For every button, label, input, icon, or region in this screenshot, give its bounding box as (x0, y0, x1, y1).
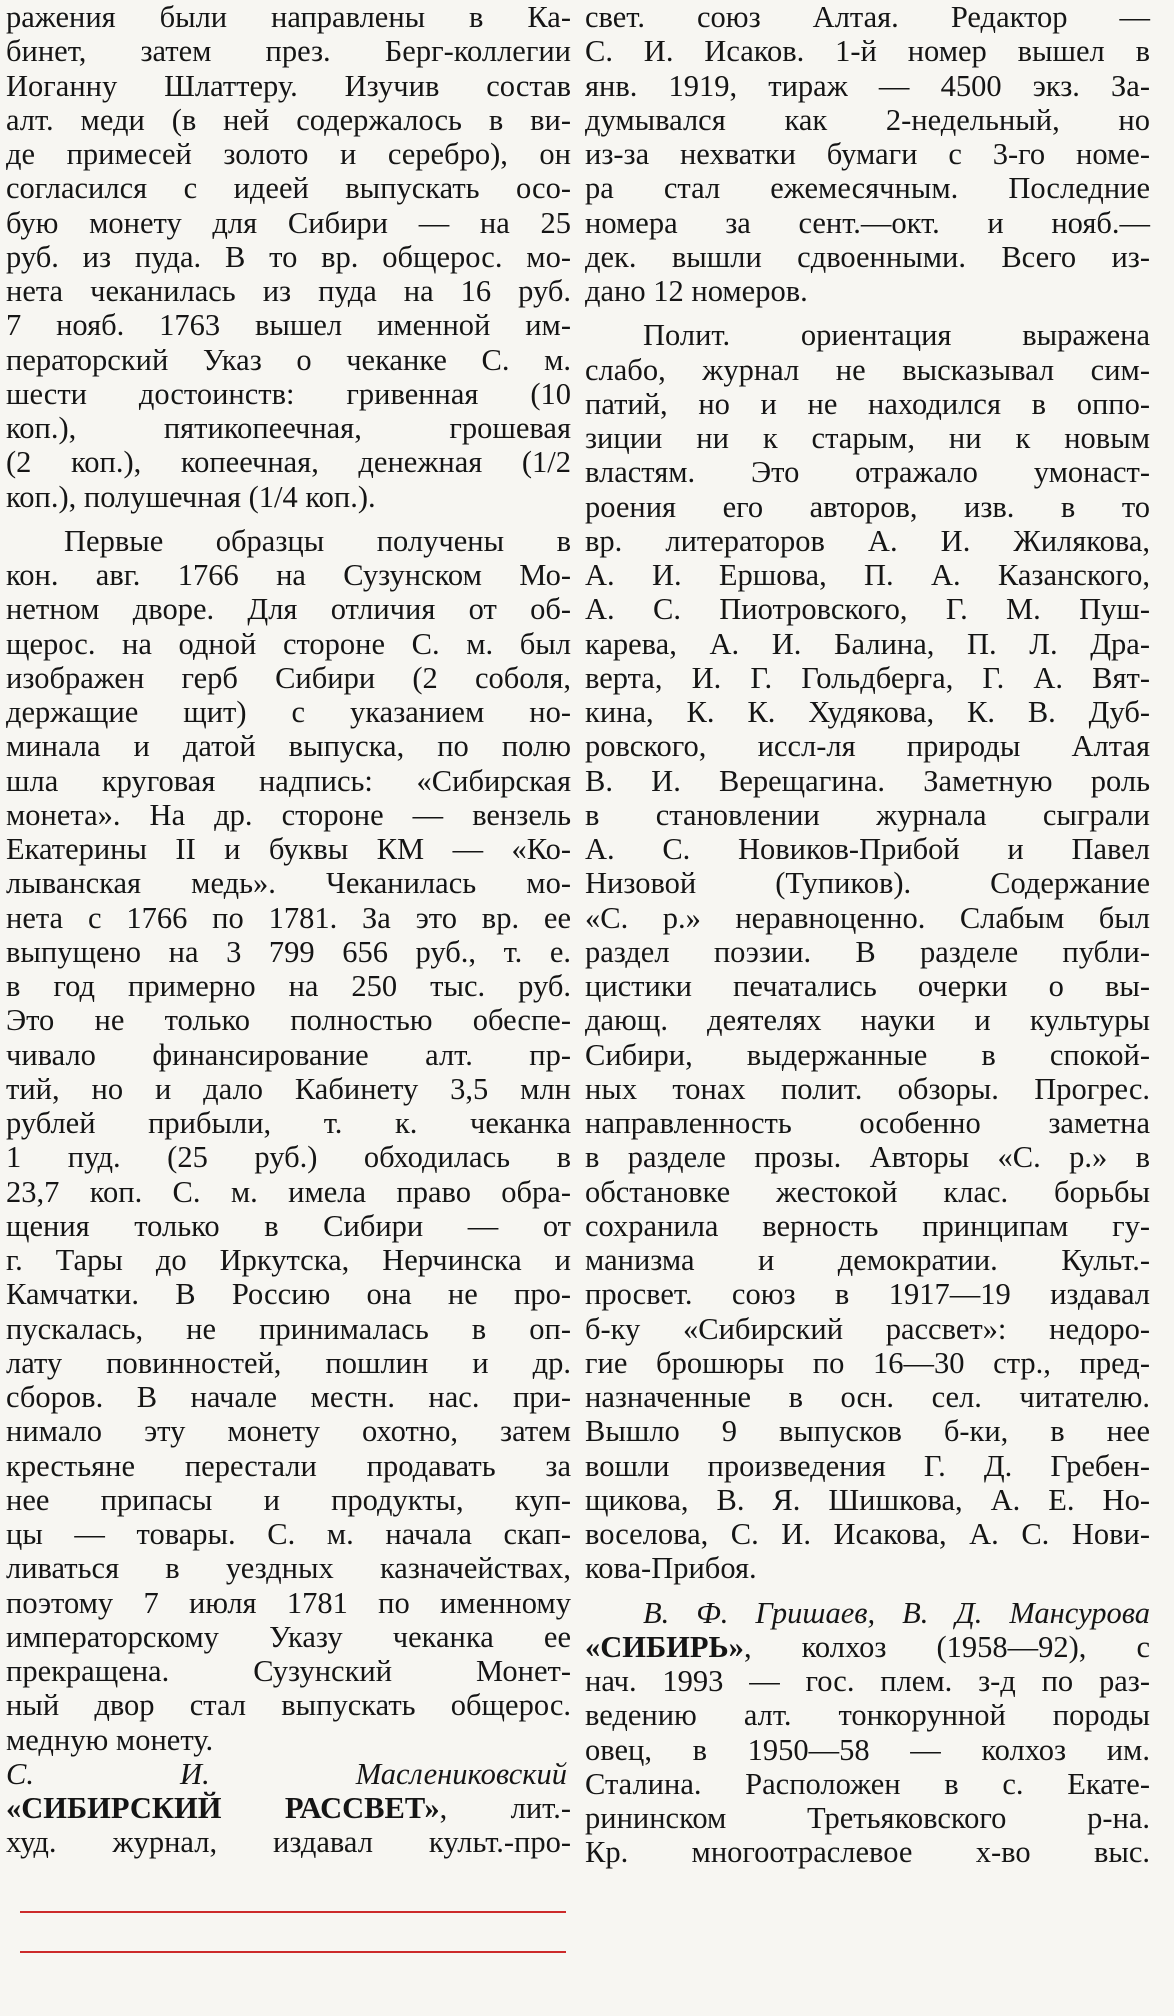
text-line: б-ку «Сибирский рассвет»: недоро- (585, 1311, 1150, 1346)
text-line: ливаться в уездных казначействах, (6, 1551, 571, 1586)
text-line: поэтому 7 июля 1781 по именному (6, 1585, 571, 1620)
right-column (585, 0, 1150, 1870)
text-line: ператорский Указ о чеканке С. м. (6, 342, 571, 377)
text-line: слабо, журнал не высказывал сим- (585, 352, 1150, 387)
text-line: гие брошюры по 16—30 стр., пред- (585, 1345, 1150, 1380)
text-line: направленность особенно заметна (585, 1106, 1150, 1140)
text-line: свет. союз Алтая. Редактор — (585, 0, 1150, 34)
text-line: воселова, С. И. Исакова, А. С. Нови- (585, 1517, 1150, 1551)
text-line: просвет. союз в 1917—19 издавал (585, 1277, 1150, 1312)
text-line: руб. из пуда. В то вр. общерос. мо- (6, 239, 571, 274)
paragraph-journal-info (585, 0, 1150, 308)
text-line: лату повинностей, пошлин и др. (6, 1345, 571, 1380)
text-line: 7 нояб. 1763 вышел именной им- (6, 308, 571, 343)
text-line: бую монету для Сибири — на 25 (6, 205, 571, 240)
text-line: 23,7 коп. С. м. имела право обра- (6, 1174, 571, 1209)
text-line: нач. 1993 — гос. плем. з-д по раз- (585, 1664, 1150, 1698)
text-line: дающ. деятелях науки и культуры (585, 1003, 1150, 1038)
text-line: пускалась, не принималась в оп- (6, 1311, 571, 1346)
entry-body-left (6, 1825, 571, 1859)
text-line: шести достоинств: гривенная (10 (6, 376, 571, 411)
text-line: ных тонах полит. обзоры. Прогрес. (585, 1071, 1150, 1106)
text-line: Сибири, выдержанные в спокой- (585, 1037, 1150, 1072)
entry-first-line (6, 1791, 571, 1825)
text-line: изображен герб Сибири (2 соболя, (6, 660, 571, 695)
text-line: думывался как 2-недельный, но (585, 102, 1150, 137)
text-line: дек. вышли сдвоенными. Всего из- (585, 239, 1150, 274)
left-column (6, 0, 571, 1860)
text-line: прекращена. Сузунский Монет- (6, 1654, 571, 1688)
text-line: тий, но и дало Кабинету 3,5 млн (6, 1071, 571, 1106)
text-line: янв. 1919, тираж — 4500 экз. За- (585, 68, 1150, 103)
authors-signature-line: В. Ф. Гришаев, В. Д. Мансурова (643, 1595, 1150, 1630)
text-line: рублей прибыли, т. к. чеканка (6, 1106, 571, 1140)
text-line: А. С. Новиков-Прибой и Павел (585, 832, 1150, 866)
text-line: щения только в Сибири — от (6, 1208, 571, 1243)
entry-heading-sibirsky-rassvet: «СИБИРСКИЙ РАССВЕТ» (6, 1791, 440, 1825)
entry-first-line-sibir (585, 1630, 1150, 1664)
text-line: дано 12 номеров. (585, 274, 808, 308)
text-line: кина, К. К. Худякова, К. В. Дуб- (585, 695, 1150, 729)
text-line: де примесей золото и серебро), он (6, 137, 571, 171)
text-line: рининском Третьяковского р-на. (585, 1801, 1150, 1835)
text-line: нетном дворе. Для отличия от об- (6, 592, 571, 627)
text-line: цы — товары. С. м. начала скап- (6, 1517, 571, 1551)
text-line: Камчатки. В Россию она не про- (6, 1277, 571, 1312)
text-line: бинет, затем през. Берг-коллегии (6, 34, 571, 69)
text-line: выпущено на 3 799 656 руб., т. е. (6, 934, 571, 969)
text-line: Это не только полностью обеспе- (6, 1003, 571, 1038)
text-line: императорскому Указу чеканка ее (6, 1619, 571, 1654)
text-line: г. Тары до Иркутска, Нерчинска и (6, 1243, 571, 1277)
text-line: карева, А. И. Балина, П. Л. Дра- (585, 626, 1150, 661)
text-line: обстановке жестокой клас. борьбы (585, 1174, 1150, 1209)
text-line: верта, И. Г. Гольдберга, Г. А. Вят- (585, 660, 1150, 695)
text-line: монета». На др. стороне — вензель (6, 797, 571, 832)
entry-first-line-rest: , лит.- (439, 1791, 571, 1825)
text-line: нета с 1766 по 1781. За это вр. ее (6, 900, 571, 935)
text-line: держащие щит) с указанием но- (6, 695, 571, 729)
text-line: из-за нехватки бумаги с 3-го номе- (585, 137, 1150, 171)
text-line: в год примерно на 250 тыс. руб. (6, 969, 571, 1003)
text-line: худ. журнал, издавал культ.-про- (6, 1825, 571, 1860)
text-line: Кр. многоотраслевое х-во выс. (585, 1835, 1150, 1870)
text-line: в становлении журнала сыграли (585, 797, 1150, 832)
text-line: коп.), пятикопеечная, грошевая (6, 411, 571, 445)
text-line: коп.), полушечная (1/4 коп.). (6, 479, 376, 514)
red-underline-bottom (20, 1951, 566, 1953)
text-line: в разделе прозы. Авторы «С. р.» в (585, 1140, 1150, 1175)
text-line: алт. меди (в ней содержалось в ви- (6, 102, 571, 137)
paragraph-first-samples (6, 524, 571, 1757)
text-line: Полит. ориентация выражена (643, 318, 1150, 353)
text-line: ровского, иссл-ля природы Алтая (585, 729, 1150, 764)
paragraph-coin-decree (6, 0, 571, 514)
text-line: Сталина. Расположен в с. Екате- (585, 1766, 1150, 1801)
text-line: А. И. Ершова, П. А. Казанского, (585, 558, 1150, 592)
text-line: Низовой (Тупиков). Содержание (585, 866, 1150, 901)
text-line: патий, но и не находился в оппо- (585, 386, 1150, 421)
text-line: 1 пуд. (25 руб.) обходилась в (6, 1140, 571, 1175)
text-line: вр. литераторов А. И. Жилякова, (585, 523, 1150, 558)
entry-heading-sibir: «СИБИРЬ» (585, 1629, 744, 1664)
text-line: «С. р.» неравноценно. Слабым был (585, 900, 1150, 935)
text-line: роения его авторов, изв. в то (585, 489, 1150, 524)
text-line: С. И. Исаков. 1-й номер вышел в (585, 34, 1150, 69)
paragraph-political-orientation (585, 318, 1150, 1585)
text-line: согласился с идеей выпускать осо- (6, 171, 571, 206)
text-line: овец, в 1950—58 — колхоз им. (585, 1732, 1150, 1767)
text-line: Первые образцы получены в (64, 523, 571, 558)
text-line: ражения были направлены в Ка- (6, 0, 571, 34)
entry-body-sibir (585, 1664, 1150, 1870)
text-line: раздел поэзии. В разделе публи- (585, 934, 1150, 969)
text-line: шла круговая надпись: «Сибирская (6, 763, 571, 798)
text-line: номера за сент.—окт. и нояб.— (585, 205, 1150, 240)
text-line: сборов. В начале местн. нас. при- (6, 1380, 571, 1414)
red-underline-top (20, 1911, 566, 1913)
text-line: Екатерины II и буквы КМ — «Ко- (6, 832, 571, 866)
text-line: ный двор стал выпускать общерос. (6, 1688, 571, 1723)
text-line: манизма и демократии. Культ.- (585, 1243, 1150, 1277)
text-line: властям. Это отражало умонаст- (585, 455, 1150, 490)
text-line: кон. авг. 1766 на Сузунском Мо- (6, 558, 571, 592)
text-line: щикова, В. Я. Шишкова, А. Е. Но- (585, 1482, 1150, 1517)
text-line: минала и датой выпуска, по полю (6, 729, 571, 764)
text-line: нее припасы и продукты, куп- (6, 1482, 571, 1517)
text-line: сохранила верность принципам гу- (585, 1208, 1150, 1243)
text-line: медную монету. (6, 1722, 214, 1757)
text-line: Вышло 9 выпусков б-ки, в нее (585, 1414, 1150, 1449)
text-line: Иоганну Шлаттеру. Изучив состав (6, 68, 571, 103)
text-line: кова-Прибоя. (585, 1551, 757, 1586)
text-line: вошли произведения Г. Д. Гребен- (585, 1448, 1150, 1483)
text-line: нимало эту монету охотно, затем (6, 1414, 571, 1449)
text-line: В. И. Верещагина. Заметную роль (585, 763, 1150, 798)
text-line: щерос. на одной стороне С. м. был (6, 626, 571, 661)
text-line: крестьяне перестали продавать за (6, 1448, 571, 1483)
text-line: зиции ни к старым, ни к новым (585, 421, 1150, 455)
text-line: нета чеканилась из пуда на 16 руб. (6, 274, 571, 308)
text-line: чивало финансирование алт. пр- (6, 1037, 571, 1072)
text-line: А. С. Пиотровского, Г. М. Пуш- (585, 592, 1150, 627)
text-line: (2 коп.), копеечная, денежная (1/2 (6, 445, 571, 480)
text-line: ведению алт. тонкорунной породы (585, 1698, 1150, 1733)
text-line: лыванская медь». Чеканилась мо- (6, 866, 571, 901)
text-line: назначенные в осн. сел. читателю. (585, 1380, 1150, 1414)
text-line: цистики печатались очерки о вы- (585, 969, 1150, 1003)
author-signature: С. И. Маслениковский (6, 1756, 567, 1791)
entry-first-line-rest-sibir: , колхоз (1958—92), с (743, 1629, 1150, 1664)
text-line: ра стал ежемесячным. Последние (585, 171, 1150, 206)
